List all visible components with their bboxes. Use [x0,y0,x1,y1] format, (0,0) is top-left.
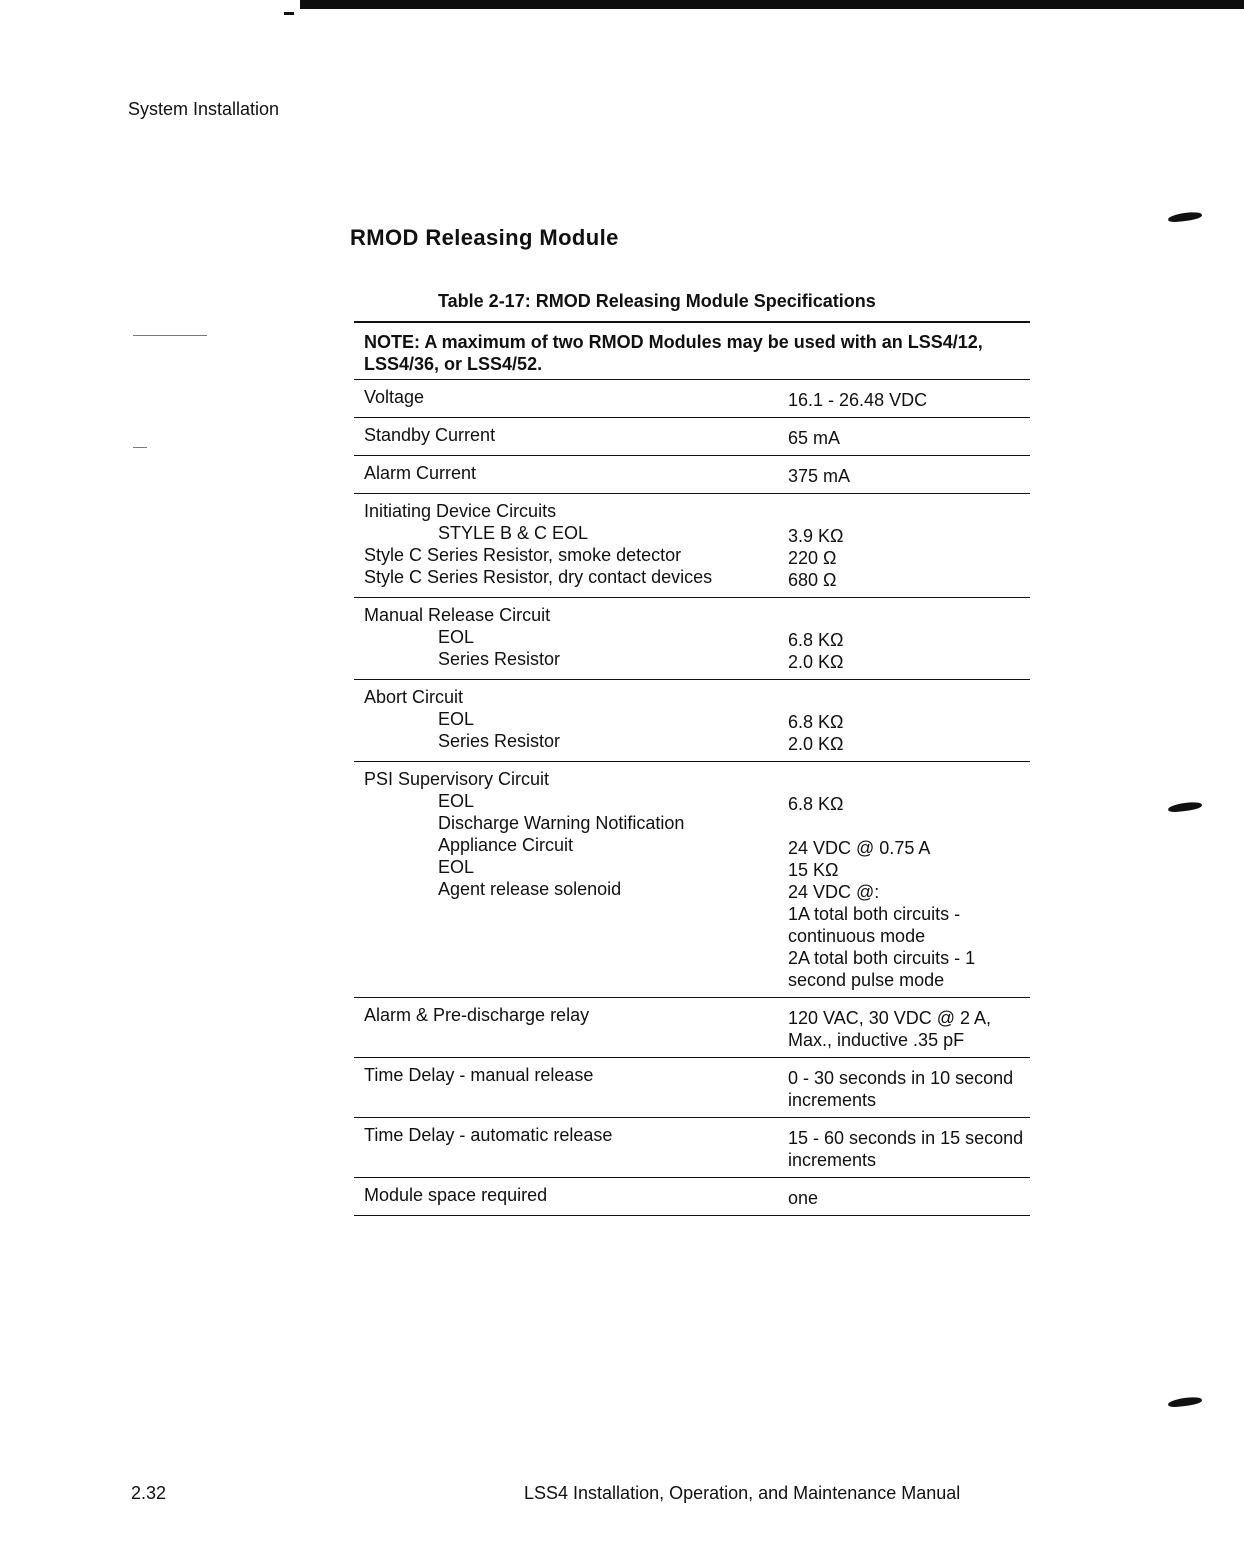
table-row-time-delay-automatic [354,1118,1030,1178]
page-number: 2.32 [131,1483,167,1503]
sub-label: Series Resistor [438,649,561,669]
sub-value: 24 VDC @: [788,882,880,902]
sub-label: Appliance Circuit [438,835,574,855]
row-label: Voltage [364,387,425,407]
sub-value: 15 KΩ [788,860,839,880]
sub-label: Discharge Warning Notification [438,813,685,833]
table-row-alarm-predischarge-relay [354,998,1030,1058]
row-value: 65 mA [788,428,841,448]
sub-value: 6.8 KΩ [788,712,844,732]
spec-table [354,321,1030,1216]
scan-top-tick [284,12,294,15]
sub-label: EOL [438,709,475,729]
table-note: NOTE: A maximum of two RMOD Modules may be used with an LSS4/12, LSS4/36, or LSS4/52. [354,323,1030,380]
row-label: PSI Supervisory Circuit [364,769,550,789]
sub-value: 2.0 KΩ [788,734,844,754]
table-row-alarm-current [354,456,1030,494]
sub-label: EOL [438,791,475,811]
row-value: 120 VAC, 30 VDC @ 2 A, Max., inductive .35 pF [788,1008,992,1050]
section-header: System Installation [128,99,280,119]
table-caption: Table 2-17: RMOD Releasing Module Specifications [438,291,876,311]
sub-value: 6.8 KΩ [788,794,844,814]
sub-label: EOL [438,627,475,647]
binder-hole-mark-bottom [1168,1396,1203,1409]
sub-value: 1A total both circuits - continuous mode [788,904,961,946]
table-row-abort-circuit [354,680,1030,762]
sub-value: 680 Ω [788,570,837,590]
table-row-standby-current [354,418,1030,456]
row-value: 0 - 30 seconds in 10 second increments [788,1068,1014,1110]
sub-label: Series Resistor [438,731,561,751]
row-value: 16.1 - 26.48 VDC [788,390,928,410]
row-label: Abort Circuit [364,687,464,707]
row-label: Time Delay - manual release [364,1065,594,1085]
sub-label: STYLE B & C EOL [438,523,589,543]
binder-hole-mark-top [1168,211,1203,224]
sub-label: EOL [438,857,475,877]
table-row-initiating-device-circuits [354,494,1030,598]
sub-value: 2.0 KΩ [788,652,844,672]
row-value: 375 mA [788,466,851,486]
row-label: Standby Current [364,425,496,445]
scan-smudge [133,447,147,448]
manual-title: LSS4 Installation, Operation, and Maintenance Manual [524,1483,961,1503]
binder-hole-mark-middle [1168,801,1203,814]
sub-value: 2A total both circuits - 1 second pulse mode [788,948,976,990]
row-label: Module space required [364,1185,548,1205]
sub-label: Agent release solenoid [438,879,622,899]
row-value: one [788,1188,819,1208]
sub-label: Style C Series Resistor, dry contact devices [364,567,713,587]
page-title: RMOD Releasing Module [350,225,619,250]
row-value: 15 - 60 seconds in 15 second increments [788,1128,1024,1170]
table-row-manual-release-circuit [354,598,1030,680]
table-row-time-delay-manual [354,1058,1030,1118]
row-label: Manual Release Circuit [364,605,551,625]
row-label: Alarm Current [364,463,477,483]
sub-label: Style C Series Resistor, smoke detector [364,545,682,565]
table-row-module-space [354,1178,1030,1216]
sub-value: 24 VDC @ 0.75 A [788,838,931,858]
row-label: Initiating Device Circuits [364,501,557,521]
sub-value: 6.8 KΩ [788,630,844,650]
sub-value: 3.9 KΩ [788,526,844,546]
scan-top-bar [300,0,1244,9]
table-row-psi-supervisory-circuit [354,762,1030,998]
scan-smudge [133,335,207,336]
row-label: Time Delay - automatic release [364,1125,613,1145]
sub-value: 220 Ω [788,548,837,568]
table-row-voltage [354,380,1030,418]
row-label: Alarm & Pre-discharge relay [364,1005,590,1025]
